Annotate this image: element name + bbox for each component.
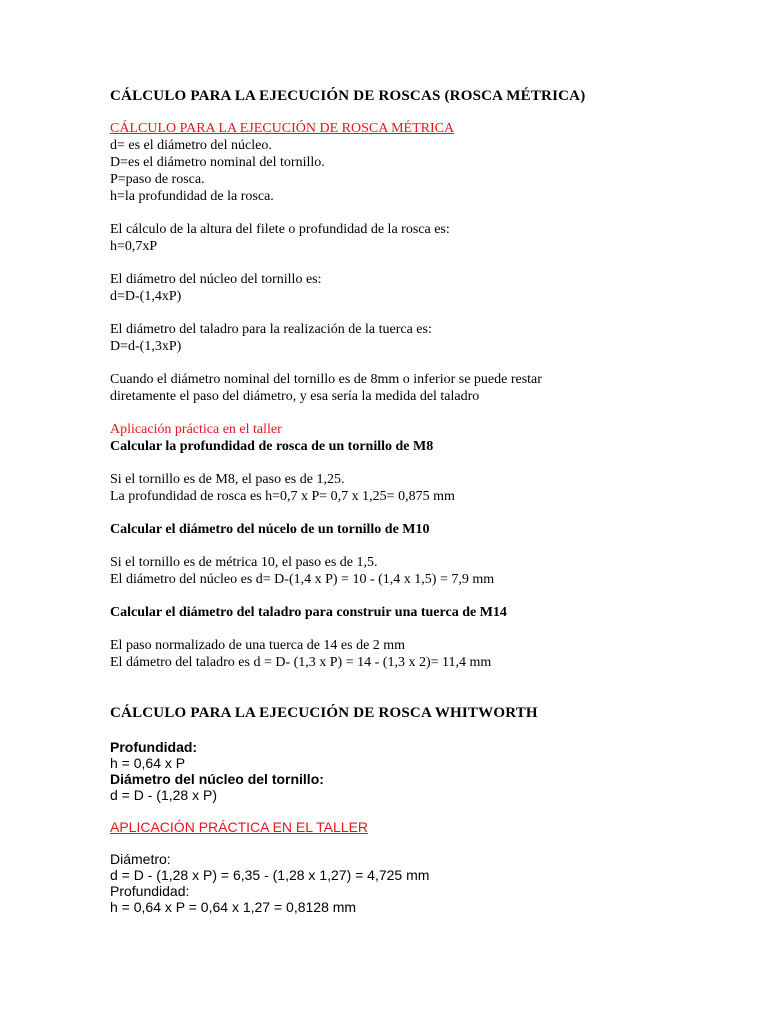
document-page <box>110 86 730 915</box>
depth-label-2: Profundidad: <box>110 883 190 899</box>
example-2-line-2: El diámetro del núcleo es d= D-(1,4 x P) = 10 - (1,4 x 1,5) = 7,9 mm <box>110 572 495 587</box>
metric-subtitle: CÁLCULO PARA LA EJECUCIÓN DE ROSCA MÉTRICA <box>110 121 455 136</box>
diameter-calc: d = D - (1,28 x P) = 6,35 - (1,28 x 1,27) = 4,725 mm <box>110 867 430 883</box>
whitworth-practice-heading: APLICACIÓN PRÁCTICA EN EL TALLER <box>110 819 369 835</box>
whitworth-formulas <box>110 739 730 803</box>
example-2-line-1: Si el tornillo es de métrica 10, el paso es de 1,5. <box>110 555 378 570</box>
example-1-line-2: La profundidad de rosca es h=0,7 x P= 0,7 x 1,25= 0,875 mm <box>110 489 455 504</box>
definitions-list <box>110 137 730 205</box>
definition-h: h=la profundidad de la rosca. <box>110 189 274 204</box>
example-3-line-2: El dámetro del taladro es d = D- (1,3 x P) = 14 - (1,3 x 2)= 11,4 mm <box>110 655 492 670</box>
definition-P: P=paso de rosca. <box>110 172 205 187</box>
depth-formula: h = 0,64 x P <box>110 755 186 771</box>
note-line-1: Cuando el diámetro nominal del tornillo es de 8mm o inferior se puede restar <box>110 372 542 387</box>
drill-text: El diámetro del taladro para la realización de la tuerca es: <box>110 322 432 337</box>
depth-label: Profundidad: <box>110 739 198 755</box>
drill-formula: D=d-(1,3xP) <box>110 339 182 354</box>
definition-D: D=es el diámetro nominal del tornillo. <box>110 155 325 170</box>
example-2-title: Calcular el diámetro del núcelo de un tornillo de M10 <box>110 522 430 537</box>
height-text: El cálculo de la altura del filete o profundidad de la rosca es: <box>110 222 450 237</box>
height-formula: h=0,7xP <box>110 239 158 254</box>
main-title: CÁLCULO PARA LA EJECUCIÓN DE ROSCAS (ROSCA MÉTRICA) <box>110 88 586 104</box>
note-line-2: diretamente el paso del diámetro, y esa sería la medida del taladro <box>110 389 480 404</box>
depth-calc: h = 0,64 x P = 0,64 x 1,27 = 0,8128 mm <box>110 899 357 915</box>
example-1-line-1: Si el tornillo es de M8, el paso es de 1,25. <box>110 472 345 487</box>
practice-heading: Aplicación práctica en el taller <box>110 422 282 437</box>
example-1-title: Calcular la profundidad de rosca de un tornillo de M8 <box>110 439 434 454</box>
whitworth-calculations <box>110 851 730 915</box>
whitworth-title: CÁLCULO PARA LA EJECUCIÓN DE ROSCA WHITWORTH <box>110 705 538 721</box>
example-3-title: Calcular el diámetro del taladro para construir una tuerca de M14 <box>110 605 507 620</box>
core-formula: d=D-(1,4xP) <box>110 289 182 304</box>
core-formula-whitworth: d = D - (1,28 x P) <box>110 787 217 803</box>
definition-d: d= es el diámetro del núcleo. <box>110 138 272 153</box>
core-text: El diámetro del núcleo del tornillo es: <box>110 272 322 287</box>
core-label: Diámetro del núcleo del tornillo: <box>110 771 324 787</box>
diameter-label: Diámetro: <box>110 851 171 867</box>
example-3-line-1: El paso normalizado de una tuerca de 14 es de 2 mm <box>110 638 406 653</box>
